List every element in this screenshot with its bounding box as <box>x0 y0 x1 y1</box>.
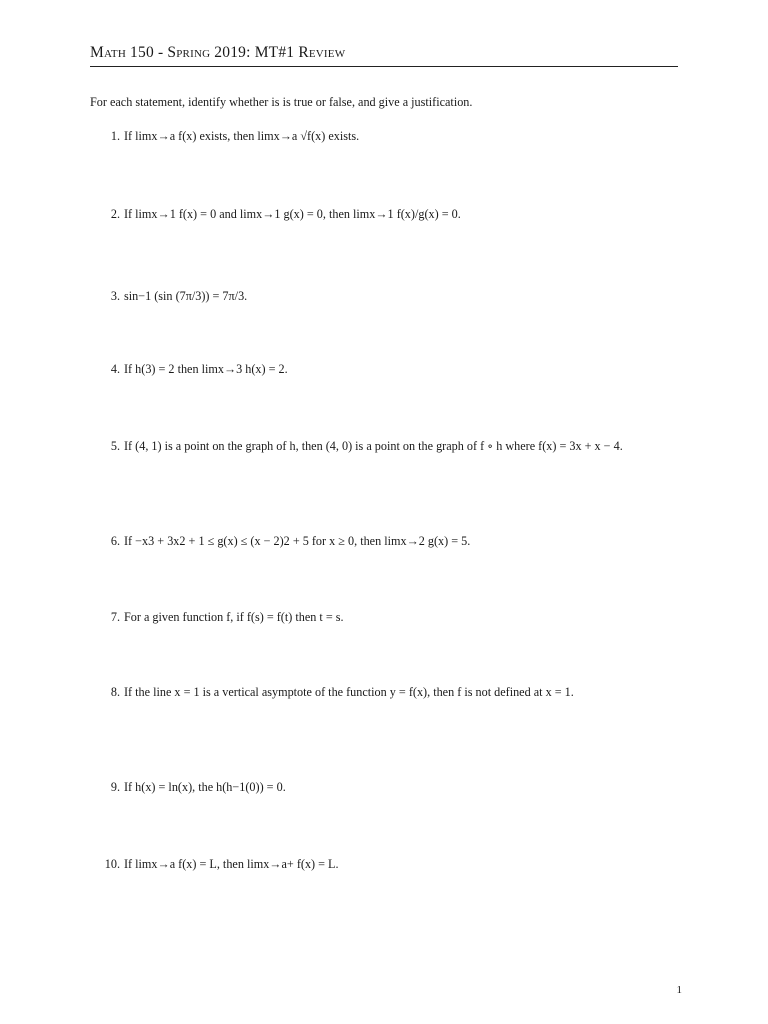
problem-statement: If limx→a f(x) = L, then limx→a+ f(x) = L. <box>124 857 339 871</box>
problem-number: 1. <box>110 129 120 143</box>
page-header <box>90 44 678 67</box>
problem-number: 8. <box>110 685 120 699</box>
problem-statement: If −x3 + 3x2 + 1 ≤ g(x) ≤ (x − 2)2 + 5 for x ≥ 0, then limx→2 g(x) = 5. <box>124 534 471 548</box>
problem-statement: If the line x = 1 is a vertical asymptote of the function y = f(x), then f is not defined at x = 1. <box>124 685 574 699</box>
problem-statement: If h(x) = ln(x), the h(h−1(0)) = 0. <box>124 780 286 794</box>
problem-number: 5. <box>110 439 120 453</box>
problem-statement: If (4, 1) is a point on the graph of h, then (4, 0) is a point on the graph of f ∘ h where f(x) = 3x + x − 4. <box>124 439 623 453</box>
page-title: Math 150 - Spring 2019: MT#1 Review <box>90 44 346 61</box>
problem-statement: sin−1 (sin (7π/3)) = 7π/3. <box>124 289 248 303</box>
problem-number: 9. <box>110 780 120 794</box>
instructions-text: For each statement, identify whether is is true or false, and give a justification. <box>90 95 473 109</box>
problem-number: 2. <box>110 207 120 221</box>
problem-number: 3. <box>110 289 120 303</box>
problem-statement: If limx→a f(x) exists, then limx→a √f(x) exists. <box>124 129 360 143</box>
problem-number: 10. <box>104 857 120 871</box>
problem-statement: If limx→1 f(x) = 0 and limx→1 g(x) = 0, then limx→1 f(x)/g(x) = 0. <box>124 207 461 221</box>
problem-statement: If h(3) = 2 then limx→3 h(x) = 2. <box>124 362 288 376</box>
problem-statement: For a given function f, if f(s) = f(t) then t = s. <box>124 610 344 624</box>
page-number: 1 <box>676 984 682 996</box>
problem-number: 4. <box>110 362 120 376</box>
problem-number: 7. <box>110 610 120 624</box>
problem-number: 6. <box>110 534 120 548</box>
